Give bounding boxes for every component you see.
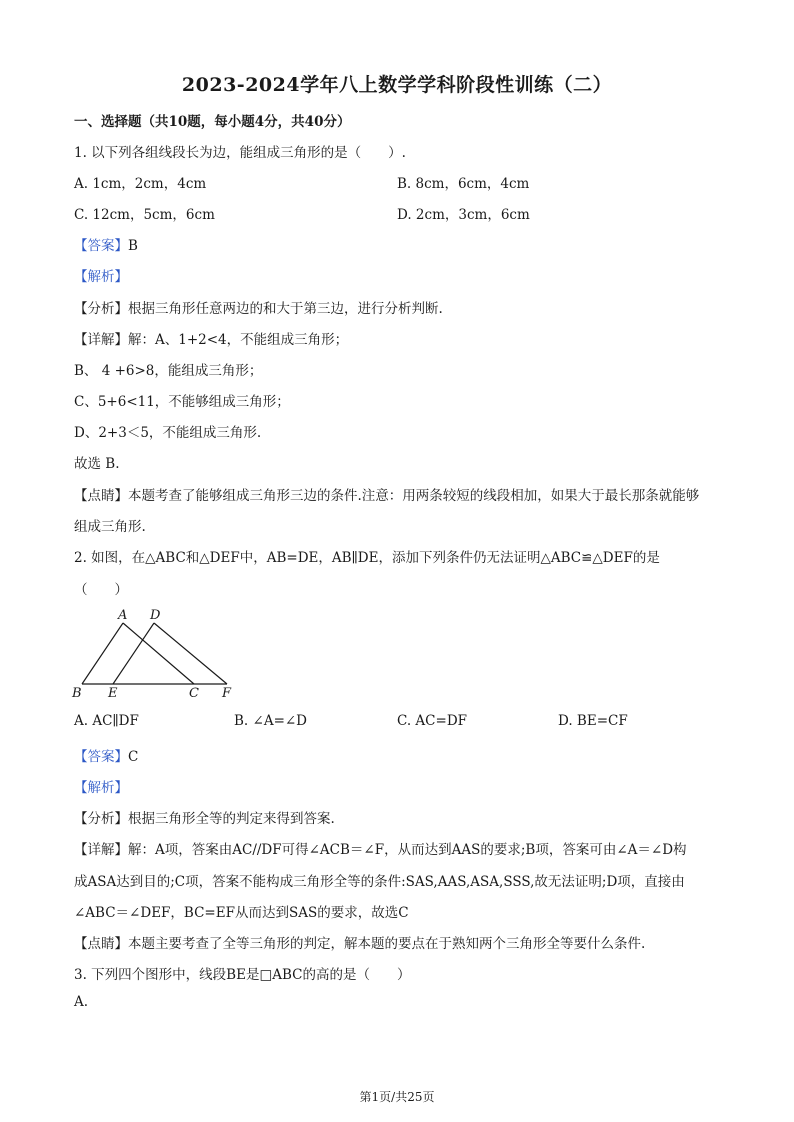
q2-option-c: C. AC=DF [397,713,468,729]
label-a: A [118,608,128,623]
label-d: D [150,608,161,623]
answer-tag: 【答案】 [74,749,128,765]
q1-analysis-tag: 【解析】 [74,269,128,285]
label-b: B [72,686,82,700]
q2-answer: C [128,749,139,765]
q1-detail-3: C、5+6<11，不能够组成三角形； [74,394,290,410]
detail-tag: 【详解】 [74,842,128,858]
q2-answer-line [74,745,138,765]
q1-comment-1: 本题考查了能够组成三角形三边的条件.注意：用两条较短的线段相加，如果大于最长那条就能够 [128,488,700,504]
detail-tag: 【详解】 [74,332,128,348]
q3-option-a: A. [74,994,89,1010]
label-c: C [189,686,199,700]
q2-detail-1: 解：A项，答案由AC//DF可得∠ACB＝∠F，从而达到AAS的要求;B项，答案可由∠A＝∠D构 [128,842,687,858]
q2-stem-1: 2. 如图，在△ABC和△DEF中，AB=DE，AB∥DE，添加下列条件仍无法证明△ABC≌△DEF的是 [74,550,660,566]
page-footer: 第1页/共25页 [359,1090,435,1104]
q1-fenxi-line [74,297,443,317]
q2-stem-2: （ ） [74,582,128,598]
q2-comment-line [74,932,645,952]
q1-detail-line [74,328,348,348]
q2-option-d: D. BE=CF [558,713,628,729]
q1-fenxi: 根据三角形任意两边的和大于第三边，进行分析判断. [128,301,443,317]
comment-tag: 【点睛】 [74,936,128,952]
q2-detail-line [74,838,687,858]
q2-comment: 本题主要考查了全等三角形的判定，解本题的要点在于熟知两个三角形全等要什么条件. [128,936,646,952]
q2-fenxi: 根据三角形全等的判定来得到答案. [128,811,335,827]
q1-comment-2: 组成三角形. [74,519,146,535]
q2-option-a: A. AC∥DF [74,713,139,729]
q1-option-c: C. 12cm，5cm，6cm [74,207,215,223]
answer-tag: 【答案】 [74,238,128,254]
q1-answer: B [128,238,138,254]
q1-detail-2: B、 4 +6>8，能组成三角形； [74,363,263,379]
q1-option-a: A. 1cm，2cm，4cm [74,176,207,192]
q2-option-b: B. ∠A=∠D [234,713,308,729]
q2-fenxi-line [74,807,335,827]
fenxi-tag: 【分析】 [74,811,128,827]
q2-detail-3: ∠ABC＝∠DEF，BC=EF从而达到SAS的要求，故选C [74,905,409,921]
q1-option-d: D. 2cm，3cm，6cm [397,207,530,223]
label-e: E [108,686,118,700]
fenxi-tag: 【分析】 [74,301,128,317]
q2-detail-2: 成ASA达到目的;C项，答案不能构成三角形全等的条件:SAS,AAS,ASA,SSS,故无法证明;D项，直接由 [74,874,685,890]
section-heading: 一、选择题（共10题，每小题4分，共40分） [74,114,351,130]
q1-conclusion: 故选 B. [74,456,120,472]
q1-stem: 1. 以下列各组线段长为边，能组成三角形的是（ ）. [74,145,406,161]
q1-comment-line [74,484,699,504]
page-title: 2023-2024学年八上数学学科阶段性训练（二） [181,74,613,96]
q1-detail-4: D、2+3＜5，不能组成三角形. [74,425,262,441]
label-f: F [222,686,232,700]
q1-detail-1: 解：A、1+2<4，不能组成三角形； [128,332,349,348]
q3-stem: 3. 下列四个图形中，线段BE是□ABC的高的是（ ） [74,967,411,983]
q2-triangle-figure [68,605,243,700]
comment-tag: 【点睛】 [74,488,128,504]
q1-answer-line [74,234,138,254]
q2-analysis-tag: 【解析】 [74,780,128,796]
q1-option-b: B. 8cm，6cm，4cm [397,176,530,192]
